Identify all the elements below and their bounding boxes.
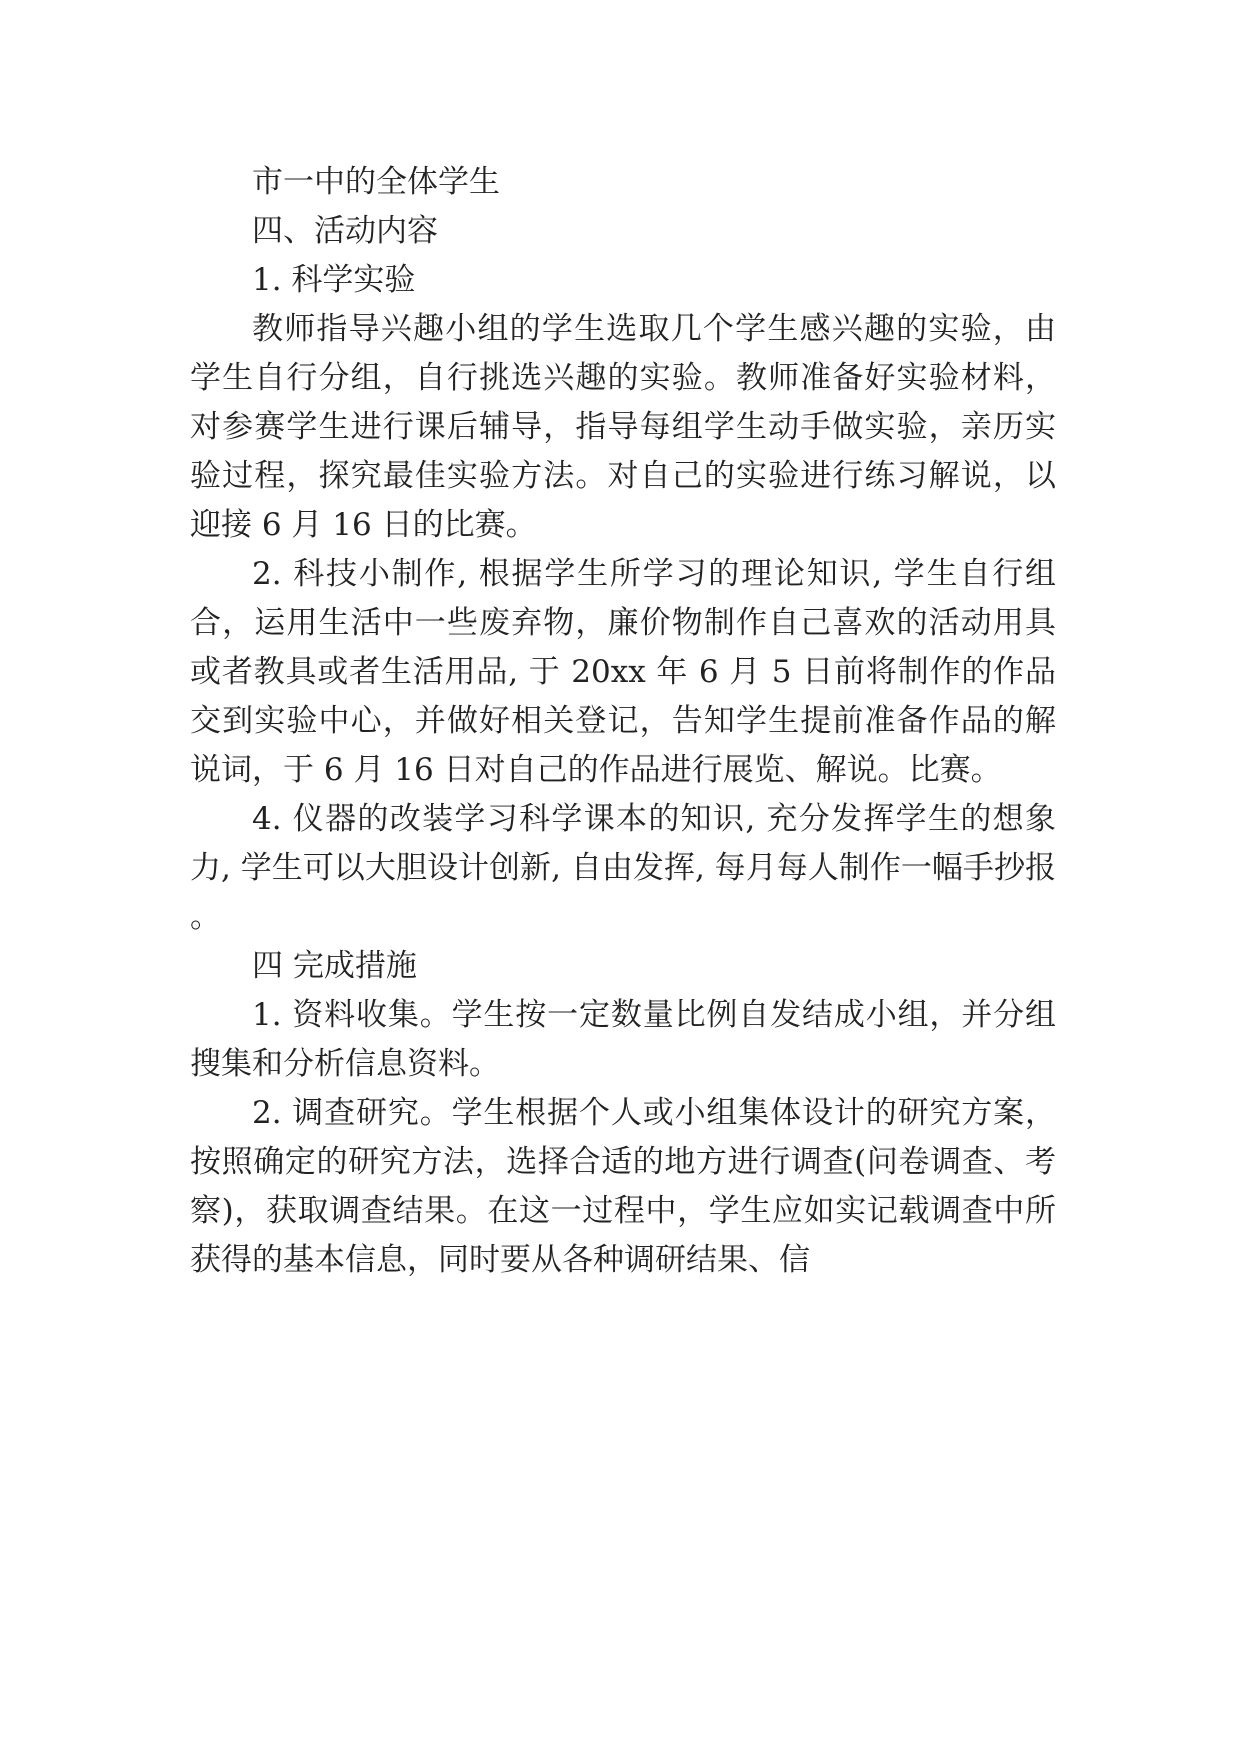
document-body <box>190 158 1056 1285</box>
paragraph-experiment-description: 教师指导兴趣小组的学生选取几个学生感兴趣的实验，由学生自行分组，自行挑选兴趣的实验。教师准备好实验材料，对参赛学生进行课后辅导，指导每组学生动手做实验，亲历实验过程，探究最佳实验方法。对自己的实验进行练习解说，以迎接 6 月 16 日的比赛。 <box>190 311 1056 543</box>
section-heading-activity-content: 四、活动内容 <box>252 213 438 249</box>
paragraph-instrument-modification: 4. 仪器的改装学习科学课本的知识, 充分发挥学生的想象力, 学生可以大胆设计创新, 自由发挥, 每月每人制作一幅手抄报 。 <box>190 801 1056 935</box>
paragraph-investigation: 2. 调查研究。学生根据个人或小组集体设计的研究方案，按照确定的研究方法，选择合适的地方进行调查(问卷调查、考察)，获取调查结果。在这一过程中，学生应如实记载调查中所获得的基本信息，同时要从各种调研结果、信 <box>190 1095 1056 1278</box>
paragraph-audience: 市一中的全体学生 <box>252 164 500 200</box>
paragraph-tech-making: 2. 科技小制作, 根据学生所学习的理论知识, 学生自行组合，运用生活中一些废弃物，廉价物制作自己喜欢的活动用具或者教具或者生活用品, 于 20xx 年 6 月 5 日前将制作的作品交到实验中心，并做好相关登记，告知学生提前准备作品的解说词，于 6 月 16 日对自己的作品进行展览、解说。比赛。 <box>190 556 1056 788</box>
paragraph-data-collection: 1. 资料收集。学生按一定数量比例自发结成小组，并分组搜集和分析信息资料。 <box>190 997 1056 1082</box>
subheading-science-experiment: 1. 科学实验 <box>252 262 416 298</box>
section-heading-measures: 四 完成措施 <box>252 948 417 984</box>
